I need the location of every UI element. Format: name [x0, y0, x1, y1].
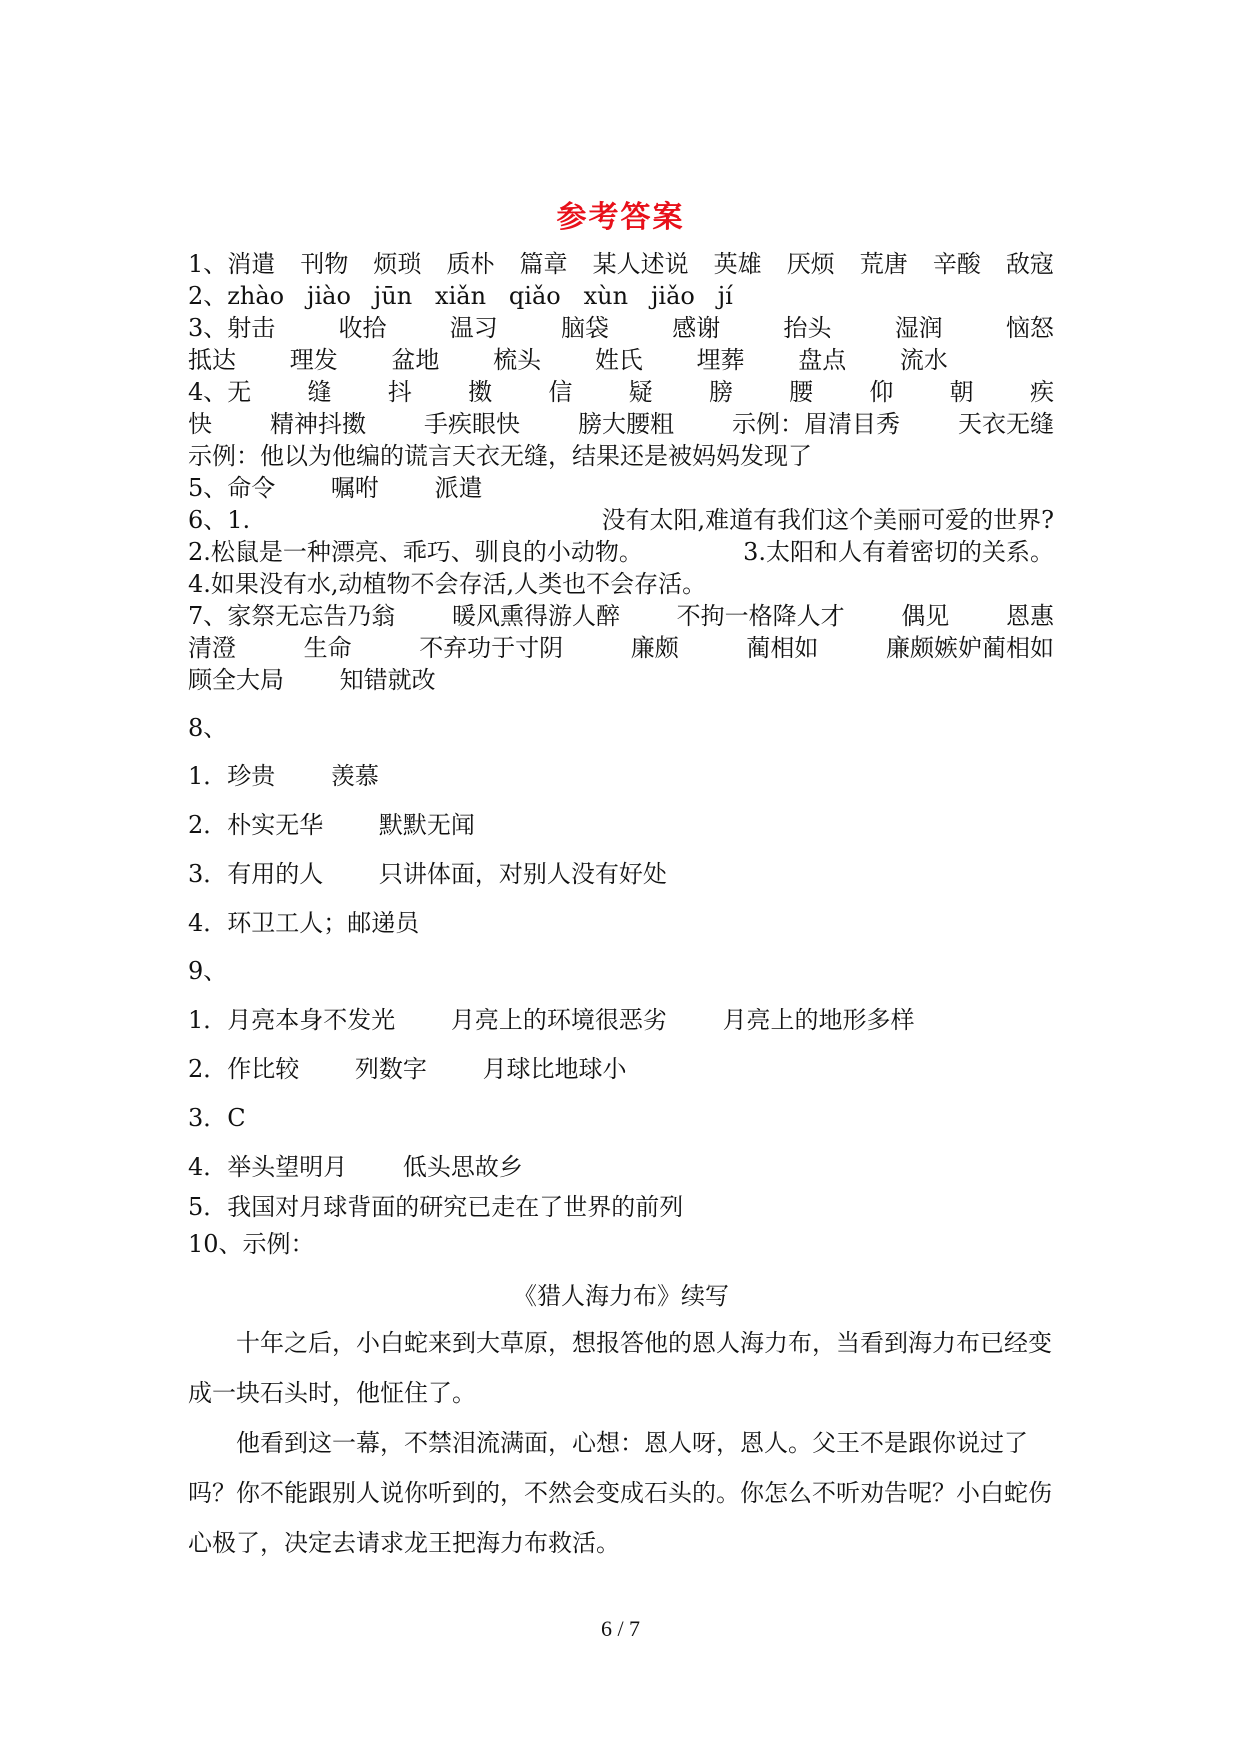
answer-4-item: 擞 [468, 378, 493, 406]
answer-8-part: 只讲体面，对别人没有好处 [378, 860, 667, 888]
answer-2-item: jiào [307, 282, 351, 310]
answer-4-item: 信 [548, 378, 573, 406]
answer-3-item: 收拾 [338, 314, 387, 342]
answer-8-item-4 [188, 907, 1054, 939]
page-number: 6 / 7 [600, 1616, 641, 1641]
answer-6-line-3: 4.如果没有水,动植物不会存活,人类也不会存活。 [188, 570, 707, 598]
answer-10-label: 10、示例： [188, 1230, 315, 1258]
answer-3-item: 盘点 [798, 346, 847, 374]
answer-3-item: 湿润 [894, 314, 943, 342]
answer-6-line-1 [188, 504, 1054, 536]
answer-1 [188, 248, 1054, 280]
answer-3-item: 盆地 [391, 346, 440, 374]
answer-2-item: xiǎn [435, 282, 487, 310]
answer-3-item: 姓氏 [594, 346, 643, 374]
answer-3-line-1 [188, 312, 1054, 344]
answer-7-item: 恩惠 [1005, 602, 1054, 630]
answer-1-item: 某人述说 [592, 250, 689, 278]
answer-4-example: 示例：他以为他编的谎言天衣无缝，结果还是被妈妈发现了 [188, 442, 812, 470]
answer-8-item-1 [188, 760, 1054, 792]
answer-4-item: 抖 [387, 378, 412, 406]
answer-2-item: xùn [583, 282, 629, 310]
answer-4-item: 腰 [789, 378, 814, 406]
answer-3-item: 温习 [449, 314, 498, 342]
answer-4-item: 朝 [949, 378, 974, 406]
answer-4-item: 膀 [708, 378, 733, 406]
answer-3-item: 流水 [899, 346, 948, 374]
answer-2-item: qiǎo [508, 282, 561, 310]
answer-9-part: 月亮上的地形多样 [722, 1006, 915, 1034]
answer-1-item: 1、消遣 [188, 250, 276, 278]
answer-6-label: 6、1. [188, 506, 251, 534]
answer-9-label: 9、 [188, 957, 228, 985]
answer-7-item: 7、家祭无忘告乃翁 [188, 602, 396, 630]
answer-2-item: jí [717, 282, 733, 310]
answer-7-item: 生命 [303, 634, 352, 662]
answer-3-line-2 [188, 344, 948, 376]
answer-3-item: 抬头 [783, 314, 832, 342]
answer-8-part: 羡慕 [330, 762, 379, 790]
answer-4-item: 天衣无缝 [958, 410, 1054, 438]
answer-4-item: 快 [188, 410, 212, 438]
answer-5-item: 嘱咐 [330, 474, 379, 502]
answer-7-item: 廉颇嫉妒蔺相如 [885, 634, 1054, 662]
answer-6-item: 3.太阳和人有着密切的关系。 [743, 538, 1054, 566]
answer-8-part: 默默无闻 [378, 811, 475, 839]
answer-7-item: 偶见 [901, 602, 950, 630]
answer-7-item: 蔺相如 [746, 634, 819, 662]
answer-2-item: jiǎo [650, 282, 695, 310]
answer-9-part: 1．月亮本身不发光 [188, 1006, 396, 1034]
answer-1-item: 质朴 [446, 250, 495, 278]
answer-6-item: 没有太阳,难道有我们这个美丽可爱的世界? [601, 506, 1054, 534]
answer-7-item: 知错就改 [339, 666, 436, 694]
answer-1-item: 篇章 [519, 250, 568, 278]
answer-9-part: 月球比地球小 [482, 1055, 627, 1083]
answer-9-item-5: 5．我国对月球背面的研究已走在了世界的前列 [188, 1193, 684, 1221]
answer-2-item: 2、zhào [188, 282, 285, 310]
answer-4-item: 缝 [307, 378, 332, 406]
answer-9-item-1 [188, 1004, 1054, 1036]
answer-4-item: 仰 [869, 378, 894, 406]
answer-4-item: 疑 [628, 378, 653, 406]
answer-6-item: 2.松鼠是一种漂亮、乖巧、驯良的小动物。 [188, 538, 643, 566]
answer-7-item: 顾全大局 [188, 666, 284, 694]
answer-3-item: 抵达 [188, 346, 236, 374]
answer-9-part: 月亮上的环境很恶劣 [450, 1006, 667, 1034]
answer-1-item: 荒唐 [859, 250, 908, 278]
answer-4-line-1 [188, 376, 1054, 408]
answer-4-line-2 [188, 408, 1054, 440]
answer-9-part: 3．C [188, 1104, 246, 1132]
answer-8-item-3 [188, 858, 1054, 890]
answer-3-item: 梳头 [493, 346, 542, 374]
answer-6-line-2 [188, 536, 1054, 568]
answer-7-item: 廉颇 [630, 634, 679, 662]
answer-2 [188, 280, 1054, 312]
answer-3-item: 理发 [289, 346, 338, 374]
answer-1-item: 辛酸 [932, 250, 981, 278]
answer-1-item: 敌寇 [1005, 250, 1054, 278]
answer-9-item-4 [188, 1151, 1054, 1183]
answer-1-item: 英雄 [713, 250, 762, 278]
answer-9-item-3 [188, 1102, 1054, 1134]
answer-1-item: 刊物 [300, 250, 349, 278]
answer-7-item: 暖风熏得游人醉 [451, 602, 620, 630]
answer-9-item-2 [188, 1053, 1054, 1085]
essay-title: 《猎人海力布》续写 [513, 1282, 729, 1310]
answer-4-item: 手疾眼快 [424, 410, 520, 438]
answer-7-item: 不拘一格降人才 [676, 602, 845, 630]
answer-8-part: 1．珍贵 [188, 762, 276, 790]
answer-1-item: 烦琐 [373, 250, 422, 278]
answer-7-item: 不弃功于寸阴 [419, 634, 564, 662]
answer-4-item: 疾 [1029, 378, 1054, 406]
answer-1-item: 厌烦 [786, 250, 835, 278]
answer-9-part: 2．作比较 [188, 1055, 300, 1083]
answer-8-item-2 [188, 809, 1054, 841]
answer-7-line-2 [188, 632, 1054, 664]
answer-8-part: 4．环卫工人；邮递员 [188, 909, 420, 937]
answer-8-part: 2．朴实无华 [188, 811, 324, 839]
answer-2-item: jūn [373, 282, 413, 310]
answer-7-line-1 [188, 600, 1054, 632]
answer-7-item: 清澄 [188, 634, 236, 662]
essay-paragraph-1: 十年之后，小白蛇来到大草原，想报答他的恩人海力布，当看到海力布已经变成一块石头时，他怔住了。 [188, 1329, 1052, 1407]
answer-5-item: 5、命令 [188, 474, 276, 502]
answer-4-item: 精神抖擞 [270, 410, 366, 438]
answer-8-label: 8、 [188, 714, 228, 742]
answer-3-item: 埋葬 [696, 346, 745, 374]
page-title: 参考答案 [556, 200, 685, 235]
answer-3-item: 3、射击 [188, 314, 276, 342]
answer-9-part: 4．举头望明月 [188, 1153, 348, 1181]
answer-9-part: 低头思故乡 [402, 1153, 523, 1181]
answer-9-part: 列数字 [354, 1055, 427, 1083]
essay-paragraph-2: 他看到这一幕，不禁泪流满面，心想：恩人呀，恩人。父王不是跟你说过了吗？你不能跟别人说你听到的，不然会变成石头的。你怎么不听劝告呢？小白蛇伤心极了，决定去请求龙王把海力布救活。 [188, 1429, 1052, 1557]
answer-3-item: 感谢 [672, 314, 721, 342]
answer-5 [188, 472, 1054, 504]
answer-5-item: 派遣 [434, 474, 483, 502]
answer-4-item: 示例：眉清目秀 [732, 410, 900, 438]
answer-3-item: 脑袋 [560, 314, 609, 342]
answer-4-item: 膀大腰粗 [578, 410, 674, 438]
answer-3-item: 恼怒 [1005, 314, 1054, 342]
answer-4-item: 4、无 [188, 378, 252, 406]
answer-8-part: 3．有用的人 [188, 860, 324, 888]
answer-7-line-3 [188, 664, 1054, 696]
